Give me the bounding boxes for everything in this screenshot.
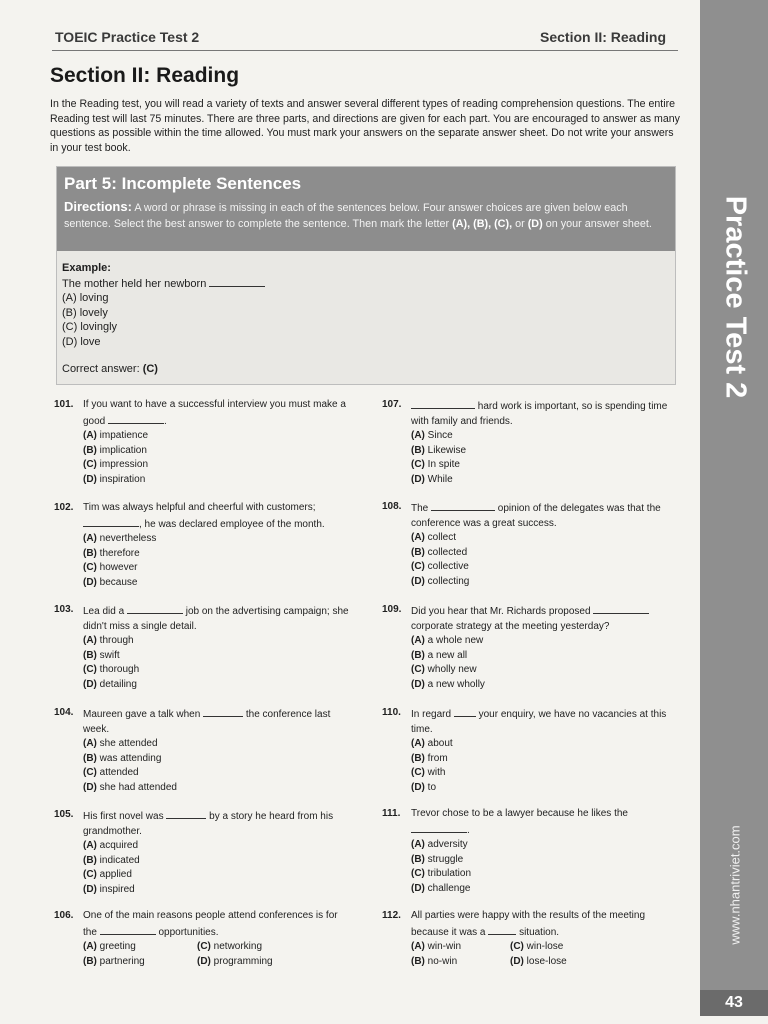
answer-blank [203,706,243,717]
example-correct-answer [62,363,158,375]
option-text: love [80,335,101,348]
page-number: 43 [700,990,768,1016]
option-letter: (C) [197,941,211,952]
stem-text: Lea did a [83,606,125,617]
stem-text: corporate strategy at the meeting yesterday? [411,620,610,632]
correct-answer-label: Correct answer: [62,363,140,375]
option-letter: (C) [83,459,97,470]
option-text: however [99,562,138,573]
option-text: with [427,767,446,778]
option-text: partnering [99,955,145,967]
side-tab-title-text: Practice Test 2 [719,195,752,399]
stem-text: One of the main reasons people attend conferences is for the [83,910,338,938]
option[interactable] [83,458,354,473]
publisher-url-text: www.nhantriviet.com [727,825,743,945]
option[interactable] [197,955,347,970]
question-stem [83,808,354,839]
option-letter: (D) [83,883,97,895]
option-text: tribulation [427,868,472,879]
question-number: 112. [382,910,401,921]
option-text: lovingly [80,321,118,334]
option[interactable] [83,678,354,693]
option-letter: (C) [83,562,97,573]
example-stem-text: The mother held her newborn [62,277,207,290]
stem-text: Trevor chose to be a lawyer because he likes the [411,808,628,819]
stem-text: . [467,824,470,836]
option-letter: (C) [411,561,425,572]
option-text: from [427,752,448,764]
option-text: lose-lose [526,955,567,967]
answer-blank [108,413,164,424]
directions-text-1: A word or phrase is missing in each of the sentences below. Four answer choices are given below each sentence. Select the best answer to complete the sentence. Then mark the letter [64,202,628,230]
example-block [62,261,662,350]
option-text: implication [99,444,147,456]
stem-text: In regard [411,709,452,720]
option-text: about [427,738,453,749]
running-header-left: TOEIC Practice Test 2 [55,29,200,45]
option-text: no-win [427,955,458,967]
option-letter: (A) [411,839,425,850]
option-text: wholly new [427,664,477,675]
stem-text: The [411,503,429,514]
question-stem [411,706,682,737]
option[interactable] [411,867,682,882]
answer-blank [83,516,139,527]
option[interactable] [83,766,354,781]
option-text: applied [99,869,132,880]
option-text: impression [99,459,149,470]
option[interactable] [411,882,682,897]
option-text: greeting [99,941,136,952]
question-stem [83,706,354,737]
option[interactable] [83,737,354,752]
stem-text: . [164,415,167,427]
option[interactable] [83,752,354,767]
option[interactable] [83,649,354,664]
option-letter: (B) [83,547,97,559]
question-number: 111. [382,808,401,819]
option[interactable] [83,576,354,591]
option[interactable] [411,853,682,868]
stem-text: by a story he heard from his grandmother. [83,811,334,837]
question-stem [83,501,354,532]
option-letter: (B) [411,649,425,661]
question-106 [54,909,354,969]
option-text: acquired [99,840,139,851]
option[interactable] [411,940,510,955]
stem-text: job on the advertising campaign; she didn't miss a single detail. [83,606,349,632]
part-5-header [57,167,675,251]
option-letter: (C) [62,321,78,334]
option-text: to [427,781,437,793]
option[interactable] [411,531,682,546]
running-header-right: Section II: Reading [540,29,667,45]
option-text: collect [427,532,457,543]
question-110 [382,706,682,795]
option[interactable] [411,634,682,649]
option-grid [411,940,682,969]
question-number: 103. [54,604,74,615]
option-text: impatience [99,430,149,441]
option[interactable] [510,955,660,970]
answer-blank [431,500,495,511]
example-label: Example: [62,262,111,274]
option[interactable] [411,560,682,575]
option-letter: (B) [411,853,425,865]
option-letter: (B) [83,649,97,661]
option[interactable] [83,473,354,488]
option-text: through [99,635,134,646]
question-stem [411,603,682,634]
option-text: programming [213,955,273,967]
option-text: nevertheless [99,533,157,544]
question-number: 109. [382,604,402,615]
question-104 [54,706,354,795]
stem-text: Maureen gave a talk when [83,709,201,720]
option[interactable] [411,781,682,796]
option-letter: (A) [83,738,97,749]
stem-text: hard work is important, so is spending time with family and friends. [411,401,668,427]
option-text: Likewise [427,444,467,456]
option-text: detailing [99,678,137,690]
answer-blank [127,603,183,614]
section-intro: In the Reading test, you will read a variety of texts and answer several different types of reading comprehension questions. The entire Reading test will last 75 minutes. There are three parts, and directions are given for each part. You are encouraged to answer as many questions as possible within the time allowed. You must mark your answers on the separate answer sheet. Do not write your answers in your test book. [50,98,680,154]
option-text: therefore [99,547,140,559]
option-letter: (C) [83,767,97,778]
option-letter: (C) [510,941,524,952]
option[interactable] [83,634,354,649]
option-text: inspired [99,883,135,895]
option-letter: (D) [62,335,78,348]
option-text: she attended [99,738,158,749]
option-letter: (D) [83,678,97,690]
answer-blank [100,924,156,935]
option-letter: (C) [83,664,97,675]
option-letter: (D) [411,882,425,894]
option[interactable] [83,955,197,970]
answer-blank [593,603,649,614]
option[interactable] [83,854,354,869]
option[interactable] [411,649,682,664]
option-letter: (B) [411,546,425,558]
question-stem [411,500,682,531]
question-stem [83,398,354,429]
option-text: indicated [99,854,140,866]
option-letter: (B) [411,955,425,967]
part-5-box [56,166,676,385]
correct-answer-value: (C) [142,363,158,375]
option-letter: (A) [62,292,77,305]
stem-text: , he was declared employee of the month. [139,518,325,530]
option-letter: (D) [411,473,425,485]
directions-label: Directions: [64,199,132,214]
option-letter: (D) [411,678,425,690]
answer-blank [209,276,265,287]
option-letter: (D) [411,781,425,793]
question-stem [411,807,682,838]
option-letter: (D) [510,955,524,967]
option[interactable] [411,473,682,488]
option-letter: (A) [83,533,97,544]
option[interactable] [83,444,354,459]
option[interactable] [411,444,682,459]
stem-text: the conference last week. [83,709,331,735]
stem-text: Tim was always helpful and cheerful with customers; [83,502,316,513]
option-letter: (B) [83,955,97,967]
option-text: lovely [79,306,108,319]
question-number: 102. [54,502,74,513]
question-107 [382,398,682,487]
question-number: 105. [54,809,74,820]
option-letter: (A) [411,532,425,543]
example-option [62,320,662,335]
question-stem [83,909,354,940]
option-text: collecting [427,575,470,587]
option[interactable] [83,663,354,678]
option-text: inspiration [99,473,146,485]
answer-blank [488,924,516,935]
option-letter: (D) [83,473,97,485]
option-text: a new wholly [427,678,485,690]
option[interactable] [411,663,682,678]
stem-text: opportunities. [158,926,219,938]
option[interactable] [83,883,354,898]
option[interactable] [411,838,682,853]
option-text: win-win [427,941,462,952]
option-letter: (C) [411,459,425,470]
answer-blank [166,808,206,819]
option-letter: (A) [83,840,97,851]
option-letter: (D) [197,955,211,967]
option-letter: (C) [411,767,425,778]
option-text: struggle [427,853,464,865]
question-102 [54,501,354,590]
option-letter: (A) [411,635,425,646]
option[interactable] [83,547,354,562]
option-letter: (A) [83,430,97,441]
option[interactable] [411,429,682,444]
option-text: adversity [427,839,468,850]
question-108 [382,500,682,589]
option-letter: (A) [83,941,97,952]
example-stem [62,276,662,292]
question-stem [411,398,682,429]
question-112 [382,909,682,969]
stem-text: All parties were happy with the results of the meeting because it was a [411,910,646,938]
option-text: attended [99,767,139,778]
option-letter: (D) [83,781,97,793]
option[interactable] [83,781,354,796]
answer-blank [454,706,476,717]
question-number: 106. [54,910,74,921]
option-letter: (D) [83,576,97,588]
option-text: While [427,473,453,485]
side-tab-title [710,182,760,412]
option[interactable] [510,940,660,955]
option[interactable] [83,532,354,547]
option[interactable] [83,839,354,854]
option-letter: (B) [83,752,97,764]
stem-text: If you want to have a successful interview you must make a good [83,399,346,427]
directions-or: or [515,217,525,230]
option[interactable] [411,955,510,970]
question-105 [54,808,354,897]
option[interactable] [411,575,682,590]
option-text: collective [427,561,469,572]
option-letter: (A) [411,738,425,749]
option[interactable] [197,940,347,955]
option-text: win-lose [526,941,564,952]
option-text: swift [99,649,120,661]
option-letter: (C) [411,868,425,879]
option-letter: (B) [83,854,97,866]
option-text: she had attended [99,781,177,793]
option[interactable] [411,737,682,752]
question-number: 110. [382,707,401,718]
section-title: Section II: Reading [50,64,240,87]
question-103 [54,603,354,692]
option-text: a whole new [427,635,484,646]
option-text: a new all [427,649,468,661]
directions-letter-d: (D) [527,217,543,230]
answer-blank [411,822,467,833]
question-stem [411,909,682,940]
question-101 [54,398,354,487]
question-number: 104. [54,707,74,718]
stem-text: opinion of the delegates was that the conference was a great success. [411,503,661,529]
option-text: loving [79,292,109,305]
question-number: 108. [382,501,402,512]
option-letter: (B) [62,306,77,319]
header-rule [52,50,678,51]
answer-blank [411,398,475,409]
option-text: because [99,576,138,588]
option[interactable] [411,678,682,693]
stem-text: your enquiry, we have no vacancies at this time. [411,709,667,735]
directions-letters: (A), (B), (C), [452,217,513,230]
publisher-url [720,790,750,980]
option-letter: (A) [411,941,425,952]
option-letter: (A) [83,635,97,646]
part-directions [64,199,664,232]
part-title: Part 5: Incomplete Sentences [64,174,302,193]
question-number: 101. [54,399,74,410]
option-letter: (B) [411,444,425,456]
option[interactable] [411,458,682,473]
stem-text: situation. [519,926,560,938]
option-grid [83,940,354,969]
side-tab [700,0,768,990]
question-number: 107. [382,399,402,410]
option[interactable] [83,429,354,444]
option[interactable] [83,561,354,576]
option[interactable] [83,868,354,883]
example-option [62,291,662,306]
option-letter: (A) [411,430,425,441]
question-111 [382,807,682,896]
option[interactable] [83,940,197,955]
option-text: thorough [99,664,140,675]
option-text: collected [427,546,468,558]
option-letter: (D) [411,575,425,587]
option-text: In spite [427,459,460,470]
stem-text: Did you hear that Mr. Richards proposed [411,606,591,617]
option-text: challenge [427,882,471,894]
option[interactable] [411,546,682,561]
question-109 [382,603,682,692]
option-letter: (C) [411,664,425,675]
option-letter: (B) [411,752,425,764]
option[interactable] [411,766,682,781]
option-letter: (C) [83,869,97,880]
option-text: was attending [99,752,162,764]
option-text: Since [427,430,453,441]
example-option [62,306,662,321]
option-text: networking [213,941,263,952]
question-stem [83,603,354,634]
stem-text: His first novel was [83,811,164,822]
example-option [62,335,662,350]
directions-text-2: on your answer sheet. [545,217,652,230]
option[interactable] [411,752,682,767]
option-letter: (B) [83,444,97,456]
